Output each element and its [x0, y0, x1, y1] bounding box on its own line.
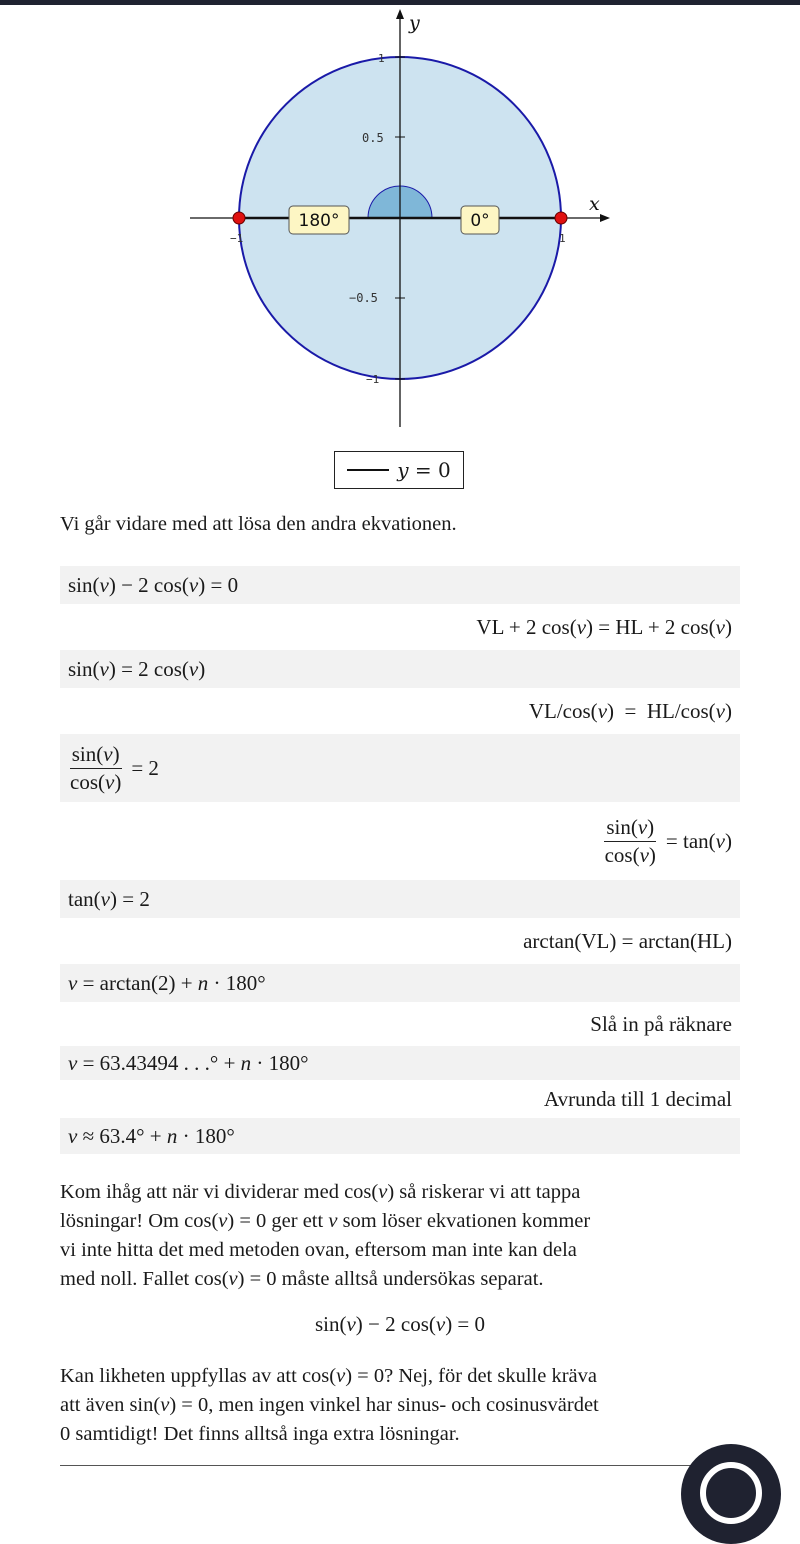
- solution-point-180: [233, 212, 245, 224]
- step-row-6: v = 63.43494 . . .° + n · 180°: [60, 1046, 740, 1080]
- fraction-sin-over-cos: $\frac{\sin(v)}{\cos(v)}$: [70, 741, 122, 794]
- y-tick-label-neg-one: −1: [366, 373, 380, 386]
- legend-equation: = 0: [408, 458, 451, 482]
- solution-point-0: [555, 212, 567, 224]
- y-tick-label-neg-half: −0.5: [349, 291, 378, 305]
- angle-label-180: 180°: [298, 211, 340, 231]
- note-row-6: Avrunda till 1 decimal: [60, 1082, 740, 1116]
- y-tick-label-one: 1: [378, 52, 385, 65]
- step-row-3: $\frac{\sin(v)}{\cos(v)}$ = 2: [60, 734, 740, 802]
- x-tick-label-one: 1: [559, 232, 566, 245]
- legend-var: y: [397, 458, 409, 482]
- x-axis-arrow: [600, 214, 610, 222]
- graph-legend: [334, 451, 464, 489]
- floating-button-ring-icon: [700, 1462, 762, 1524]
- warning-paragraph: Kom ihåg att när vi dividerar med cos(v) så riskerar vi att tappa lösningar! Om cos(v) = 0 ger ett v som löser ekvationen kommer vi inte hitta det med metoden ovan, eftersom man inte kan dela med noll. Fallet cos(v) = 0 måste alltså undersökas separat.: [60, 1181, 591, 1290]
- note-row-4: arctan(VL) = arctan(HL): [60, 921, 740, 961]
- note-row-5: Slå in på räknare: [60, 1005, 740, 1043]
- note-row-3: $\frac{\sin(v)}{\cos(v)}$ = tan( v ): [60, 806, 740, 876]
- fraction-sin-over-cos-note: $\frac{\sin(v)}{\cos(v)}$: [604, 814, 656, 867]
- y-axis-label: y: [409, 12, 420, 34]
- intro-paragraph: Vi går vidare med att lösa den andra ekvationen.: [60, 513, 457, 535]
- unit-circle-figure: [0, 5, 800, 445]
- note-row-1: VL + 2 cos( v ) = HL + 2 cos( v ): [60, 607, 740, 647]
- note-row-2: VL/cos( v ) = HL/cos( v ): [60, 691, 740, 731]
- centered-equation: sin(v) − 2 cos(v) = 0: [314, 1312, 486, 1336]
- x-axis-label: x: [589, 193, 600, 215]
- x-tick-label-neg-one: −1: [230, 232, 244, 245]
- conclusion-paragraph: Kan likheten uppfyllas av att cos(v) = 0? Nej, för det skulle kräva att även sin(v) = 0, men ingen vinkel har sinus- och cosinusvärdet 0 samtidigt! Det finns alltså inga extra lösningar.: [60, 1365, 599, 1445]
- y-axis-arrow: [396, 9, 404, 19]
- legend-line-swatch: [347, 469, 389, 471]
- step-row-4: tan( v ) = 2: [60, 880, 740, 918]
- angle-label-0: 0°: [470, 211, 490, 231]
- section-divider: [60, 1465, 740, 1466]
- step-row-5: v = arctan(2) + n · 180°: [60, 964, 740, 1002]
- step-row-7: v ≈ 63.4° + n · 180°: [60, 1118, 740, 1154]
- y-tick-label-half: 0.5: [362, 131, 384, 145]
- step-row-2: sin( v ) = 2 cos( v ): [60, 650, 740, 688]
- step-row-1: sin( v ) − 2 cos( v ) = 0: [60, 566, 740, 604]
